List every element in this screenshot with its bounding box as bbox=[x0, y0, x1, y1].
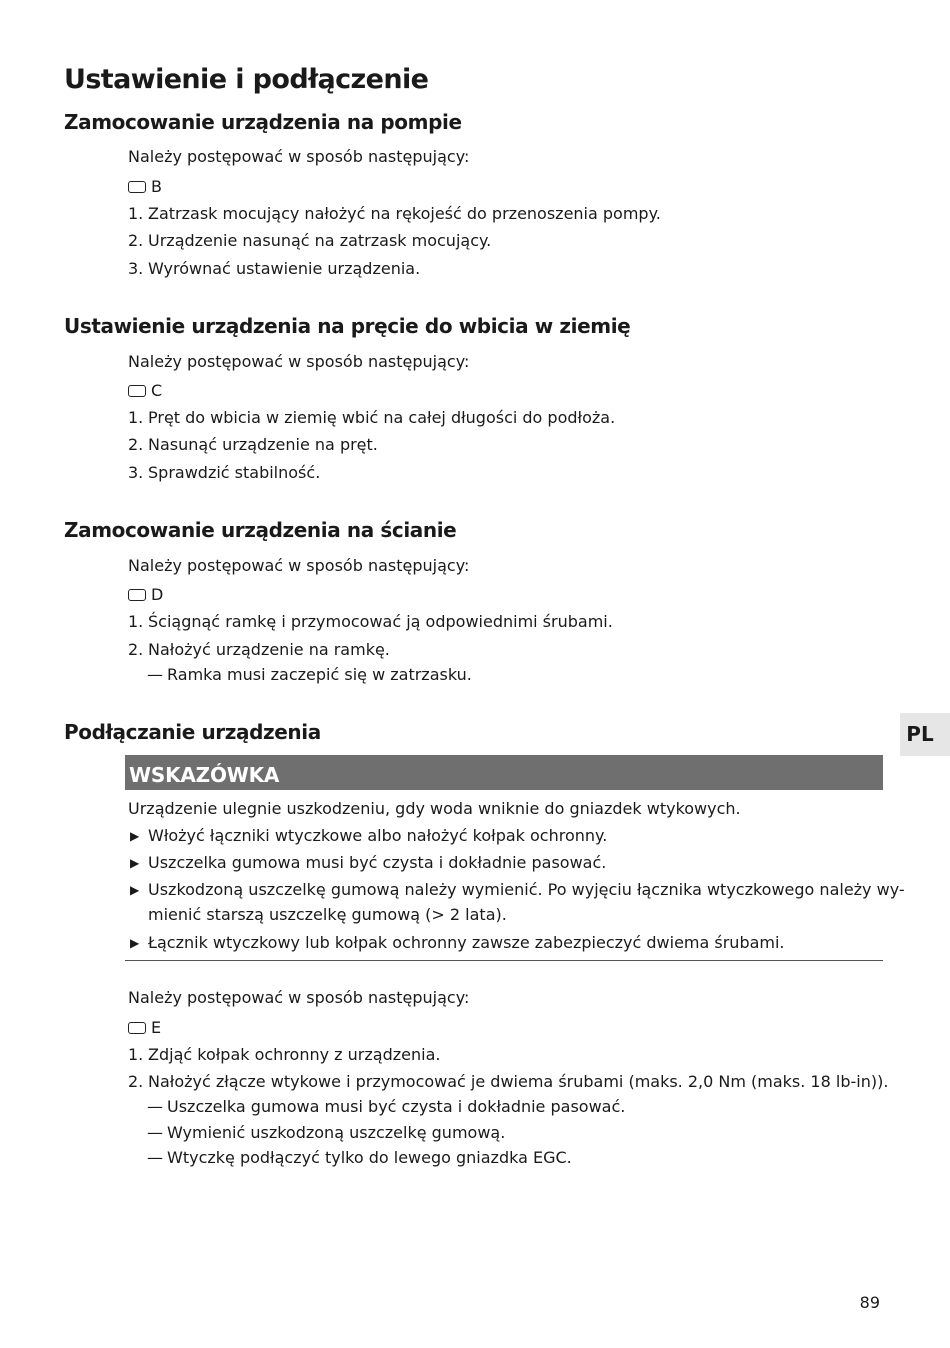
step-text: Zdjąć kołpak ochronny z urządzenia. bbox=[148, 1045, 441, 1064]
step-number: 2. bbox=[128, 231, 144, 250]
step-text: Ściągnąć ramkę i przymocować ją odpowiednimi śrubami. bbox=[148, 612, 613, 631]
figure-label: D bbox=[151, 585, 164, 604]
figure-icon bbox=[128, 589, 146, 601]
page-title: Ustawienie i podłączenie bbox=[64, 64, 429, 95]
arrow-bullet-icon: ▶ bbox=[130, 829, 140, 843]
step-number: 1. bbox=[128, 1045, 144, 1064]
page-number: 89 bbox=[859, 1293, 880, 1312]
figure-ref bbox=[128, 177, 162, 197]
substep-text: Ramka musi zaczepić się w zatrzasku. bbox=[167, 665, 472, 684]
step-text: Nałożyć złącze wtykowe i przymocować je dwiema śrubami (maks. 2,0 Nm (maks. 18 lb-in)). bbox=[148, 1072, 889, 1091]
step-text: Nałożyć urządzenie na ramkę. bbox=[148, 640, 390, 659]
arrow-bullet-icon: ▶ bbox=[130, 883, 140, 897]
arrow-bullet-icon: ▶ bbox=[130, 856, 140, 870]
step-number: 1. bbox=[128, 204, 144, 223]
section-heading-ground-rod: Ustawienie urządzenia na pręcie do wbicia w ziemię bbox=[64, 314, 631, 338]
language-tab-label: PL bbox=[906, 722, 934, 746]
figure-icon bbox=[128, 1022, 146, 1034]
section-heading-pump: Zamocowanie urządzenia na pompie bbox=[64, 110, 462, 134]
step-number: 2. bbox=[128, 640, 144, 659]
notice-bullet-text: Łącznik wtyczkowy lub kołpak ochronny zawsze zabezpieczyć dwiema śrubami. bbox=[148, 933, 785, 952]
step-number: 3. bbox=[128, 463, 144, 482]
notice-text: Urządzenie ulegnie uszkodzeniu, gdy woda wniknie do gniazdek wtykowych. bbox=[128, 799, 741, 818]
section-heading-wall: Zamocowanie urządzenia na ścianie bbox=[64, 518, 457, 542]
section-heading-connecting: Podłączanie urządzenia bbox=[64, 720, 321, 744]
substep-text: Wtyczkę podłączyć tylko do lewego gniazdka EGC. bbox=[167, 1148, 572, 1167]
notice-bullet-text: Uszczelka gumowa musi być czysta i dokładnie pasować. bbox=[148, 853, 607, 872]
notice-bullet-text: Włożyć łączniki wtyczkowe albo nałożyć kołpak ochronny. bbox=[148, 826, 608, 845]
substep-text: Wymienić uszkodzoną uszczelkę gumową. bbox=[167, 1123, 506, 1142]
step-text: Pręt do wbicia w ziemię wbić na całej długości do podłoża. bbox=[148, 408, 616, 427]
step-number: 3. bbox=[128, 259, 144, 278]
figure-ref bbox=[128, 381, 162, 401]
figure-ref bbox=[128, 1018, 161, 1038]
intro-text: Należy postępować w sposób następujący: bbox=[128, 556, 470, 575]
figure-label: B bbox=[151, 177, 162, 196]
step-number: 1. bbox=[128, 408, 144, 427]
dash-bullet: — bbox=[147, 1123, 163, 1142]
figure-icon bbox=[128, 385, 146, 397]
dash-bullet: — bbox=[147, 1097, 163, 1116]
notice-bullet-continuation: mienić starszą uszczelkę gumową (> 2 lata). bbox=[148, 905, 507, 924]
figure-label: E bbox=[151, 1018, 162, 1037]
notice-bullet-text: Uszkodzoną uszczelkę gumową należy wymienić. Po wyjęciu łącznika wtyczkowego należy wy- bbox=[148, 880, 905, 899]
step-number: 1. bbox=[128, 612, 144, 631]
step-number: 2. bbox=[128, 435, 144, 454]
step-number: 2. bbox=[128, 1072, 144, 1091]
intro-text: Należy postępować w sposób następujący: bbox=[128, 147, 470, 166]
step-text: Wyrównać ustawienie urządzenia. bbox=[148, 259, 421, 278]
figure-icon bbox=[128, 181, 146, 193]
step-text: Zatrzask mocujący nałożyć na rękojeść do przenoszenia pompy. bbox=[148, 204, 661, 223]
figure-ref bbox=[128, 585, 163, 605]
intro-text: Należy postępować w sposób następujący: bbox=[128, 988, 470, 1007]
notice-bottom-rule bbox=[125, 960, 883, 961]
substep-text: Uszczelka gumowa musi być czysta i dokładnie pasować. bbox=[167, 1097, 626, 1116]
step-text: Nasunąć urządzenie na pręt. bbox=[148, 435, 378, 454]
step-text: Sprawdzić stabilność. bbox=[148, 463, 321, 482]
notice-title: WSKAZÓWKA bbox=[129, 763, 280, 787]
figure-label: C bbox=[151, 381, 163, 400]
step-text: Urządzenie nasunąć na zatrzask mocujący. bbox=[148, 231, 492, 250]
dash-bullet: — bbox=[147, 1148, 163, 1167]
dash-bullet: — bbox=[147, 665, 163, 684]
arrow-bullet-icon: ▶ bbox=[130, 936, 140, 950]
intro-text: Należy postępować w sposób następujący: bbox=[128, 352, 470, 371]
